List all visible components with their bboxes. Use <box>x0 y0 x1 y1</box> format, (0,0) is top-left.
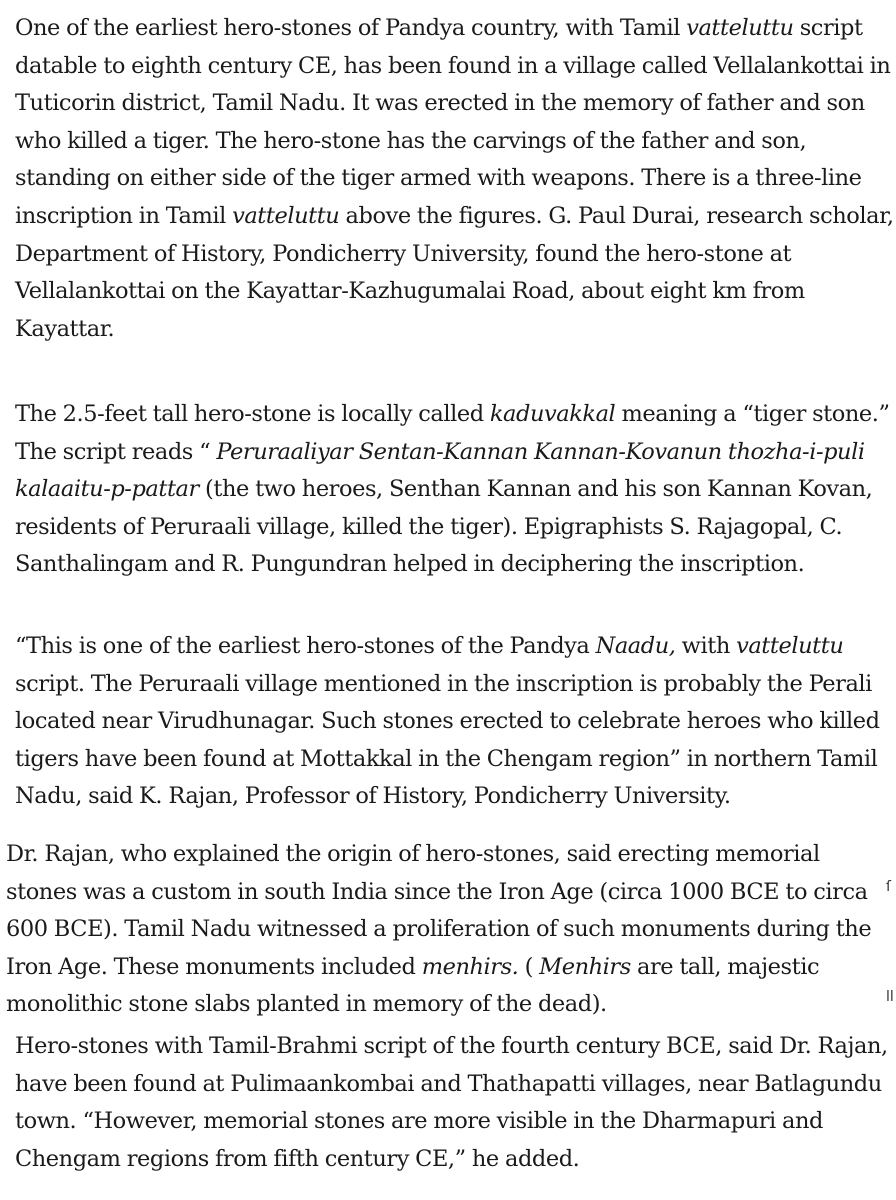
text-run: Tuticorin district, Tamil Nadu. It was erected in the memory of father and son <box>15 90 865 117</box>
paragraph-1 <box>15 10 894 348</box>
text-line <box>15 85 894 123</box>
text-run: above the figures. G. Paul Durai, research scholar, <box>339 202 894 229</box>
text-run: have been found at Pulimaankombai and Thathapatti villages, near Batlagundu <box>15 1070 882 1097</box>
text-run: “This is one of the earliest hero-stones of the Pandya <box>15 633 596 659</box>
text-run: tigers have been found at Mottakkal in the Chengam region” in northern Tamil <box>15 745 878 772</box>
text-line <box>6 874 871 912</box>
text-line <box>6 949 871 987</box>
text-run: who killed a tiger. The hero-stone has the carvings of the father and son, <box>15 127 807 154</box>
text-run: Dr. Rajan, who explained the origin of hero-stones, said erecting memorial <box>6 841 820 867</box>
text-line <box>15 741 880 779</box>
text-line <box>15 160 894 198</box>
text-run: Chengam regions from fifth century CE,” he added. <box>15 1145 580 1172</box>
text-line <box>15 471 890 509</box>
text-run: Kayattar. <box>15 315 115 342</box>
italic-text: vatteluttu <box>736 633 844 659</box>
italic-text: kalaaitu-p-pattar <box>15 476 199 503</box>
text-run: meaning a “tiger stone.” <box>615 401 890 427</box>
text-run: datable to eighth century CE, has been found in a village called Vellalankottai in <box>15 52 891 79</box>
text-line <box>15 273 894 311</box>
text-line <box>15 48 894 86</box>
text-line <box>15 123 894 161</box>
text-run: Nadu, said K. Rajan, Professor of History, Pondicherry University. <box>15 783 731 810</box>
paragraph-4 <box>6 836 871 1024</box>
text-line <box>6 986 871 1024</box>
text-line <box>15 311 894 349</box>
text-line <box>15 628 880 666</box>
text-run: 600 BCE). Tamil Nadu witnessed a proliferation of such monuments during the <box>6 916 872 943</box>
text-run: stones was a custom in south India since the Iron Age (circa 1000 BCE to circa <box>6 878 868 905</box>
italic-text: menhirs. <box>421 953 519 980</box>
text-line <box>15 703 880 741</box>
text-run: (the two heroes, Senthan Kannan and his son Kannan Kovan, <box>198 476 873 503</box>
paragraph-3 <box>15 628 880 816</box>
italic-text: Menhirs <box>539 953 631 980</box>
italic-text: vatteluttu <box>686 15 794 41</box>
text-line <box>15 546 890 584</box>
text-line <box>15 236 894 274</box>
edge-mark-bottom: ll <box>886 989 894 1005</box>
text-line <box>15 198 894 236</box>
text-line <box>15 509 890 547</box>
text-line <box>15 396 890 434</box>
text-line <box>15 1141 888 1179</box>
italic-text: vatteluttu <box>232 202 340 229</box>
text-run: residents of Peruraali village, killed the tiger). Epigraphists S. Rajagopal, C. <box>15 513 843 540</box>
paragraph-5 <box>15 1028 888 1178</box>
text-run: with <box>675 633 737 659</box>
text-run: script <box>793 15 863 41</box>
text-run: The script reads “ <box>15 438 217 465</box>
text-run: Hero-stones with Tamil-Brahmi script of the fourth century BCE, said Dr. Rajan, <box>15 1033 888 1059</box>
text-run: monolithic stone slabs planted in memory of the dead). <box>6 991 607 1018</box>
text-line <box>15 778 880 816</box>
text-line <box>15 10 894 48</box>
text-line <box>6 836 871 874</box>
text-run: Department of History, Pondicherry University, found the hero-stone at <box>15 240 792 267</box>
italic-text: Peruraaliyar Sentan-Kannan Kannan-Kovanun thozha-i-puli <box>216 438 865 465</box>
text-run: ( <box>518 953 540 980</box>
text-line <box>15 1028 888 1066</box>
text-run: script. The Peruraali village mentioned in the inscription is probably the Perali <box>15 670 872 697</box>
text-run: located near Virudhunagar. Such stones erected to celebrate heroes who killed <box>15 708 880 735</box>
text-run: Santhalingam and R. Pungundran helped in deciphering the inscription. <box>15 551 805 578</box>
text-run: standing on either side of the tiger armed with weapons. There is a three-line <box>15 165 862 192</box>
text-line <box>15 1066 888 1104</box>
edge-mark-top: ſ <box>886 879 891 895</box>
text-line <box>6 911 871 949</box>
paragraph-2 <box>15 396 890 584</box>
italic-text: Naadu, <box>595 633 676 659</box>
text-run: Iron Age. These monuments included <box>6 953 422 980</box>
italic-text: kaduvakkal <box>489 401 616 427</box>
text-run: inscription in Tamil <box>15 202 233 229</box>
text-run: town. “However, memorial stones are more visible in the Dharmapuri and <box>15 1108 823 1135</box>
text-line <box>15 434 890 472</box>
text-run: The 2.5-feet tall hero-stone is locally called <box>15 401 490 427</box>
text-line <box>15 1103 888 1141</box>
text-run: are tall, majestic <box>630 953 820 980</box>
text-run: One of the earliest hero-stones of Pandya country, with Tamil <box>15 15 687 41</box>
text-line <box>15 666 880 704</box>
text-run: Vellalankottai on the Kayattar-Kazhugumalai Road, about eight km from <box>15 278 805 305</box>
